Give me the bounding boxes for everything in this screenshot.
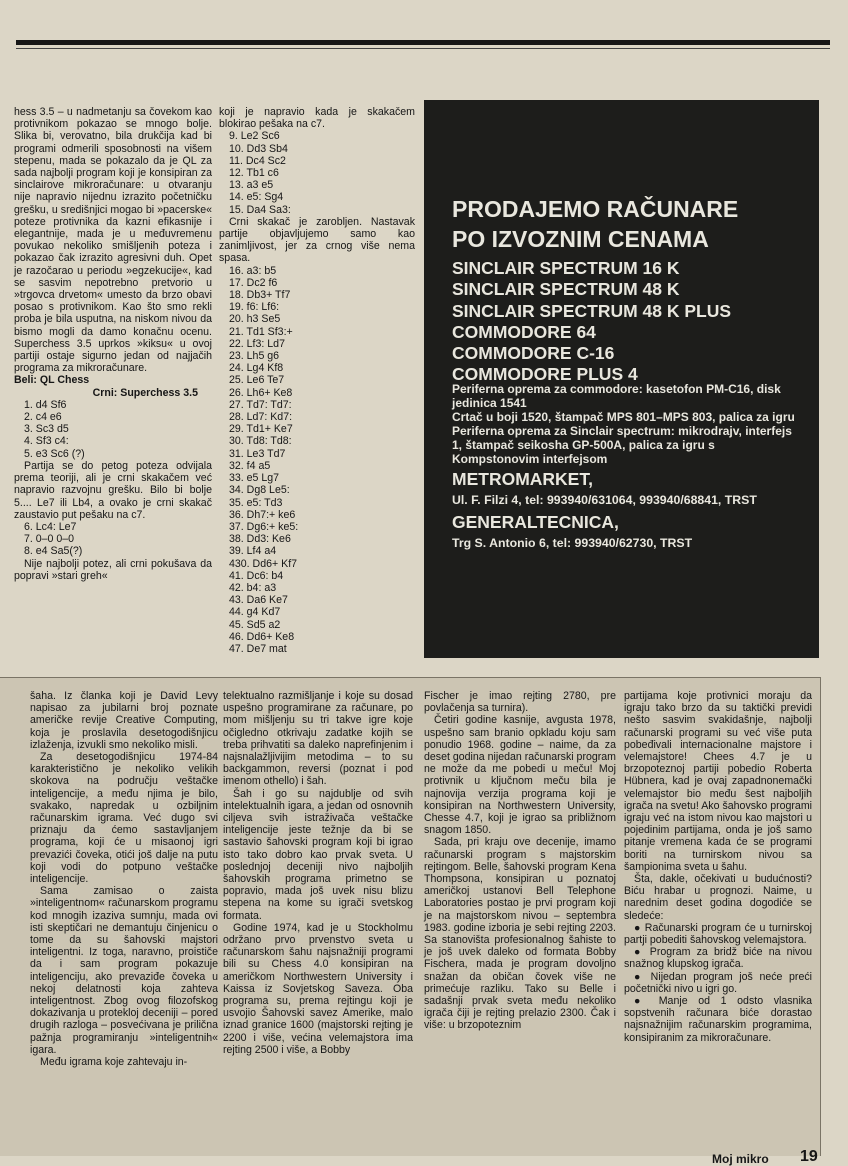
move: 23. Lh5 g6 [229,350,280,363]
move: 44. g4 Kd7 [229,606,281,619]
move: 3. Sc3 d5 [24,423,69,436]
move: 8. e4 Sa5(?) [24,545,83,558]
move: 27. Td7: Td7: [229,398,292,411]
article-paragraph: šaha. Iz članka koji je David Levy napisao za jubilarni broj poznate američke revije Creative Computing, koja je proslavila desetogodišnjicu izlaženja, izvukli smo nekoliko misli. [30,690,218,751]
article-paragraph: Fischer je imao rejting 2780, pre povlačenja sa turnira). [424,690,616,715]
ad-peripherals-commodore-2: Crtač u boji 1520, štampač MPS 801–MPS 803, palica za igru [452,410,795,424]
ad-product: SINCLAIR SPECTRUM 48 K [452,279,680,300]
move: 47. De7 mat [229,642,287,655]
move: 6. Lc4: Le7 [24,520,77,533]
move: 1. d4 Sf6 [24,398,67,411]
move: 46. Dd6+ Ke8 [229,630,295,643]
move: 30. Td8: Td8: [229,435,292,448]
move: 11. Dc4 Sc2 [229,154,286,167]
prediction-item: ● Nijedan program još neće preći početnički nivo u igri go. [624,970,812,995]
ad-dealer-address: Trg S. Antonio 6, tel: 993940/62730, TRST [452,536,693,550]
ad-peripherals [452,382,798,552]
article-column-1 [30,690,218,1068]
ad-product: SINCLAIR SPECTRUM 48 K PLUS [452,300,732,321]
move: 15. Da4 Sa3: [229,203,291,216]
move: 14. e5: Sg4 [229,191,284,204]
lead-paragraph: koji je napravio kada je skakačem blokirao pešaka na c7. [219,106,415,131]
moves-list-a [14,399,212,460]
move: 31. Le3 Td7 [229,447,286,460]
move: 5. e3 Sc6 (?) [24,447,85,460]
move: 32. f4 a5 [229,459,271,472]
move: 430. Dd6+ Kf7 [229,557,298,570]
article-paragraph: telektualno razmišljanje i koje su dosad uspešno programirane za računare, po mom mišljenju su tri takve igre koje očigledno otkrivaju zadatke kojih se treba prihvatiti sa daleko naprefinjenim i najsnalažljivijim metodima – to su backgammon, reversi (poznat i pod imenom othello) i šah. [223,690,413,788]
move: 37. Dg6:+ ke5: [229,520,299,533]
move: 43. Da6 Ke7 [229,594,288,607]
top-rule [16,40,830,45]
move: 10. Dd3 Sb4 [229,142,288,155]
page-number: 19 [800,1148,818,1165]
article-paragraph: Šah i go su najdublje od svih intelektualnih igara, a jedan od osnovnih ciljeva svih istraživača veštačke inteligencije jeste težnje da bi se sastavio šahovski program koji bi igrao isto tako dobro kao prvak sveta. U poslednjoj deceniji nivo najboljih šahovskih programa primetno se popravio, mada još uvek nisu blizu stepena na kome su igrači svetskog formata. [223,787,413,922]
move: 41. Dc6: b4 [229,569,284,582]
move: 7. 0–0 0–0 [24,533,75,546]
advertisement-box [424,100,819,658]
ad-product-list [452,258,731,386]
left-column [14,106,212,582]
moves-list-d [219,265,415,656]
move: 42. b4: a3 [229,581,277,594]
move: 16. a3: b5 [229,264,277,277]
ad-product: COMMODORE 64 [452,321,596,342]
ad-peripherals-commodore: Periferna oprema za commodore: kasetofon PM-C16, disk jedinica 1541 [452,382,781,410]
move: 25. Le6 Te7 [229,374,285,387]
move: 21. Td1 Sf3:+ [229,325,293,338]
ad-product: COMMODORE PLUS 4 [452,364,638,385]
prediction-item: ● Računarski program će u turnirskoj partji pobediti šahovskog velemajstora. [624,921,812,947]
move: 33. e5 Lg7 [229,472,280,485]
magazine-name: Moj mikro [712,1152,769,1166]
prediction-item: ● Manje od 1 odsto vlasnika sopstvenih računara biće dorastao najsnažnijim računarskim programima, konsipiranim za mikroračunare. [624,995,812,1044]
ad-product: COMMODORE C-16 [452,343,615,364]
prediction-item: ● Program za bridž biće na nivou snažnog klupskog igrača. [624,946,812,971]
game-heading [14,374,212,398]
ad-dealer-name: METROMARKET, [452,469,593,489]
moves-list-b [14,521,212,558]
ad-product: SINCLAIR SPECTRUM 16 K [452,258,680,278]
move: 20. h3 Se5 [229,313,281,326]
move: 2. c4 e6 [24,411,62,424]
move: 12. Tb1 c6 [229,167,279,180]
middle-column [219,106,415,655]
move: 34. Dg8 Le5: [229,484,290,497]
ad-dealer-name: GENERALTECNICA, [452,512,619,532]
article-paragraph: partijama koje protivnici moraju da igraju tako brzo da su taktički previdi nešto sasvim svakidašnje, najbolji računarski programi su već više puta pobeđivali internacionalne majstore i velemajstore! Chees 4.7 je u brzopoteznoj partiji pobedio Roberta Hübnera, kad je ovaj zapadnonemački velemajstor bio među šest najboljih igrača na svetu! Ako šahovsko programi igraju već na istom nivou kao majstori u pojedinim partijama, onda je još samo pitanje vremena kada će se programi boriti na turnirskom nivou sa šampionima sveta u šahu. [624,690,812,873]
comment-paragraph: Crni skakač je zarobljen. Nastavak partije objavljujemo samo kao zanimljivost, jer za crnog više nema spasa. [219,215,415,265]
move: 35. e5: Td3 [229,496,283,509]
move: 38. Dd3: Ke6 [229,533,291,546]
move: 26. Lh6+ Ke8 [229,386,293,399]
article-column-4 [624,690,812,1044]
move: 45. Sd5 a2 [229,618,281,631]
move: 29. Td1+ Ke7 [229,423,293,436]
ad-dealer-address: Ul. F. Filzi 4, tel: 993940/631064, 993940/68841, TRST [452,493,757,507]
article-paragraph: Godine 1974, kad je u Stockholmu održano prvo prvenstvo sveta u računarskom šahu najsnažniji programi bili su Chess 4.0 konsipiran na američkom Northwestern University i Kaissa iz Sovjetskog Saveza. Oba programa su, prema rejtingu koji je usvojio Šahovski savez Amerike, malo iznad granice 1600 (majstorski rejting je 2200 i više, većina velemajstora ima rejting 2500 i više, a Bobby [223,921,413,1056]
ad-headline-line: PO IZVOZNIM CENAMA [452,226,709,252]
move: 28. Ld7: Kd7: [229,411,293,424]
article-column-2 [223,690,413,1056]
top-rule-thin [16,48,830,49]
move: 18. Db3+ Tf7 [229,289,291,302]
game-white-player: Beli: QL Chess [14,374,90,387]
moves-list-c [219,130,415,215]
move: 19. f6: Lf6: [229,301,280,314]
article-paragraph: Četiri godine kasnije, avgusta 1978, uspešno sam branio opkladu koju sam ponudio 1968. godine – naime, da za deset godina nijedan računarski program ne može da me pobedi u meču! Moj protivnik u ključnom meču bila je najnovija verzija programa koji je konsipiran na Northwestern University, Chesse 4.7, koji je igrao sa približnom snagom 1850. [424,714,616,837]
article-paragraph: Za desetogodišnjicu 1974-84 karakteristično je nekoliko velikih skokova na području veštačke inteligencije, a među njima je bilo, svakako, napredak u ozbiljnim računarskim igrama. Već dugo svi priznaju da ćemo sastavljanjem programa, koji će u misaonoj igri prevazići čoveka, otići još dalje na putu koji vodi do potpuno veštačke inteligencije. [30,751,218,886]
ad-headline-line: PRODAJEMO RAČUNARE [452,196,739,222]
article-paragraph: Šta, dakle, očekivati u budućnosti? Biću hrabar u prognozi. Naime, u narednim deset godina dogodiće se sledeće: [624,873,812,922]
ad-peripherals-sinclair: Periferna oprema za Sinclair spectrum: mikrodrajv, interfejs 1, štampač seikosha GP-500A, palica za igru s Kompstonovim interfejsom [452,424,792,466]
article-paragraph: Među igrama koje zahtevaju in- [40,1056,188,1069]
move: 24. Lg4 Kf8 [229,362,284,375]
move: 17. Dc2 f6 [229,276,278,289]
move: 36. Dh7:+ ke6 [229,508,296,521]
game-black-player: Crni: Superchess 3.5 [92,386,198,399]
move: 39. Lf4 a4 [229,545,277,558]
move: 13. a3 e5 [229,179,274,192]
ad-headline [452,194,738,254]
article-paragraph: Sada, pri kraju ove decenije, imamo računarski program s majstorskim rejtingom. Belle, šahovski program Kena Thompsona, konsipiran u poznatoj američkoj ustanovi Bell Telephone Laboratories postao je prvi program koji je na majstorskom nivou – septembra 1983. godine izboria je sebi rejting 2203. Sa stanovišta profesionalnog šahiste to je još uvek daleko od formata Bobby Fischera, mada je program dovoljno snažan da običan čovek više ne primećuje razliku. Tako su Belle i sadašnji prvak sveta među nekoliko igrača čiji je rejting prelazio 2300. Čak i više: u brzopoteznim [424,836,616,1032]
move: 9. Le2 Sc6 [229,130,280,143]
move: 4. Sf3 c4: [24,435,69,448]
move: 22. Lf3: Ld7 [229,337,285,350]
intro-paragraph: hess 3.5 – u nadmetanju sa čovekom kao protivnikom pokazao se mnogo bolje. Slika bi, verovatno, bila drukčija kad bi programi odmerili sposobnosti na višem stepenu, mada se pokazalo da je QL za sada najbolji program koji je konsipiran za sinclairove mikroračunare: u otvaranju nije napravio nijednu izrazito početničku grešku, u središnjici mogao bi »pacerske« poteze protivnika da kazni efikasnije i elegantnije, mada je u međuvremenu povukao nekoliko smišljenih poteza i pokazao čak izrazito agresivni duh. Opet je razočarao u periodu »egzekucije«, kad se sasvim nepotrebno pretvorio u »trgovca drvetom« umesto da brzo obavi posao s protivnikom. Kao što smo rekli proba je bila usputna, na niskom nivou da bismo mogli da damo konačnu ocenu. Superchess 3.5 uprkos »kiksu« u ovoj partiji ostaje sigurno jedan od najjačih programa za mikroračunare. [14,106,212,375]
article-column-3 [424,690,616,1032]
comment-paragraph: Nije najbolji potez, ali crni pokušava da popravi »stari greh« [14,557,212,582]
comment-paragraph: Partija se do petog poteza odvijala prema teoriji, ali je crni skakačem već napravio razvojnu grešku. Bilo bi bolje 5.... Le7 ili Lb4, a ovako je crni skakač zaustavio put pešaku na c7. [14,459,212,521]
article-paragraph: Sama zamisao o zaista »inteligentnom« računarskom programu kod mnogih izaziva sumnju, mada ovi isti skeptičari ne demantuju činjenicu o tome da su šahovski majstori inteligentni. Iz toga, naravno, proističe da i sam program pokazuje inteligenciju, ako prevaziđe čoveka u nekoj delatnosti koja zahteva inteligentnost. Zbog ovog filozofskog dokazivanja u protekloj deceniji – pored drugih razloga – posvećivana je prilična pažnja programiranju »inteligentnih« igara. [30,885,218,1056]
